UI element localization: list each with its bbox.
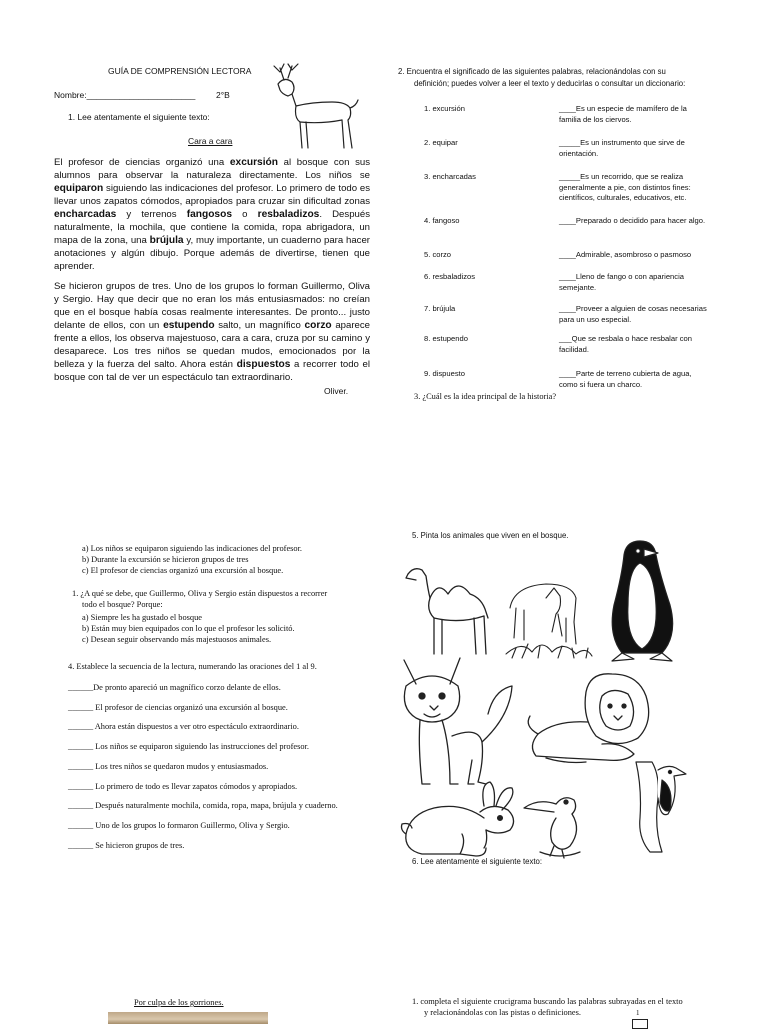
story-text: . Después naturalmente, la mochila, que contiene la comida, ropa abrigadora, un mapa de la zona, una <box>54 209 370 246</box>
vocab-definition[interactable]: ____Preparado o decidido para hacer algo. <box>559 216 706 225</box>
question-7-line-1: 1. completa el siguiente crucigrama buscando las palabras subrayadas en el texto <box>412 997 683 1006</box>
penguin-illustration <box>600 535 686 665</box>
story-text: a recorrer todo el bosque con tal de ver un espectáculo tan extraordinario. <box>54 359 370 383</box>
rabbit-illustration <box>400 778 524 860</box>
sequence-item[interactable]: ______ Después naturalmente mochila, comida, ropa, mapa, brújula y cuaderno. <box>68 801 338 811</box>
story-text: El profesor de ciencias organizó una <box>54 157 230 168</box>
worksheet-title: GUÍA DE COMPRENSIÓN LECTORA <box>108 66 252 76</box>
question-6: 6. Lee atentamente el siguiente texto: <box>412 857 543 866</box>
vocab-word: 3. encharcadas <box>424 172 476 181</box>
story-keyword: excursión <box>229 157 278 168</box>
vocab-word: 7. brújula <box>424 304 456 313</box>
story-keyword: corzo <box>304 320 332 331</box>
option-b2: b) Están muy bien equipados con lo que el profesor les solicitó. <box>82 624 295 633</box>
story-paragraph-1 <box>54 156 370 273</box>
vocab-word: 5. corzo <box>424 250 452 259</box>
story-text: Se hicieron grupos de tres. Uno de los grupos lo forman Guillermo, Oliva y Sergio. Hay que decir que no eran los más entusiasmados: no creían que en el bosque había cosas realmente interesantes. De pronto... justo delante de ellos, con un <box>54 281 370 331</box>
question-3: 3. ¿Cuál es la idea principal de la historia? <box>414 392 557 401</box>
story-text: y terrenos <box>116 209 187 220</box>
grade-label: 2°B <box>216 90 230 100</box>
question-2-line-2: definición; puedes volver a leer el texto y deducirlas o consultar un diccionario: <box>414 79 686 88</box>
vocab-word: 2. equipar <box>424 138 458 147</box>
vocab-word: 9. dispuesto <box>424 369 465 378</box>
crossword-cell[interactable] <box>632 1019 648 1029</box>
option-a3: c) El profesor de ciencias organizó una excursión al bosque. <box>82 566 284 575</box>
story-text: y, muy importante, un cuaderno para hacer anotaciones y algún dibujo. Porque además de divertirse, tienen que aprender. <box>54 235 370 272</box>
fawn-deer-illustration <box>502 578 594 662</box>
bottom-story-title: Por culpa de los gorriones. <box>134 998 224 1007</box>
sequence-item[interactable]: ______ El profesor de ciencias organizó una excursión al bosque. <box>68 702 288 712</box>
story-keyword: encharcadas <box>54 209 117 220</box>
story-title: Cara a cara <box>188 136 233 146</box>
vocab-definition[interactable]: ____Parte de terreno cubierta de agua, como si fuera un charco. <box>559 369 692 389</box>
story-text: o <box>232 209 258 220</box>
story-keyword: equiparon <box>54 183 104 194</box>
question-7-line-2: y relacionándolas con las pistas o definiciones. <box>424 1008 581 1017</box>
story-keyword: brújula <box>149 235 184 246</box>
deer-illustration <box>262 62 364 154</box>
vocab-definition[interactable]: _____Es un recorrido, que se realiza generalmente a pie, con distintos fines: científicos, culturales, educativos, etc. <box>559 172 691 203</box>
fox-illustration <box>398 656 516 792</box>
options-list-a <box>82 543 302 576</box>
story-keyword: resbaladizos <box>257 209 320 220</box>
story-text: al bosque con sus alumnos para observar la naturaleza directamente. Los niños se <box>54 157 370 181</box>
story-keyword: dispuestos <box>236 359 291 370</box>
sequence-item[interactable]: ______ Uno de los grupos lo formaron Guillermo, Oliva y Sergio. <box>68 820 290 830</box>
option-b3: c) Desean seguir observando más majestuosos animales. <box>82 635 272 644</box>
question-4: 4. Establece la secuencia de la lectura, numerando las oraciones del 1 al 9. <box>68 662 317 671</box>
vocab-word: 1. excursión <box>424 104 465 113</box>
question-2 <box>398 66 685 90</box>
option-b1: a) Siempre les ha gustado el bosque <box>82 613 203 622</box>
story-text: aparece frente a ellos, los observa majestuoso, cara a cara, cruza por su camino y desaparece. Los tres niños se quedan mudos, emocionados por la belleza y la fuerza del salto. Ahora están <box>54 320 371 370</box>
vocab-definition[interactable]: ____Lleno de fango o con apariencia semejante. <box>559 272 684 292</box>
story-keyword: fangosos <box>186 209 232 220</box>
toucan-illustration <box>520 790 586 860</box>
question-why-line-1: 1. ¿A qué se debe, que Guillermo, Oliva y Sergio están dispuestos a recorrer <box>72 589 328 598</box>
sequence-item[interactable]: ______ Los niños se equiparon siguiendo las instrucciones del profesor. <box>68 742 309 752</box>
question-1: 1. Lee atentamente el siguiente texto: <box>68 112 210 122</box>
vocab-definition[interactable]: ____Es un especie de mamífero de la familia de los ciervos. <box>559 104 687 124</box>
story-paragraph-2 <box>54 280 370 384</box>
story-text: salto, un magnífico <box>214 320 305 331</box>
vocab-definition[interactable]: _____Es un instrumento que sirve de orientación. <box>559 138 685 158</box>
story-keyword: estupendo <box>163 320 215 331</box>
sequence-item[interactable]: ______ Lo primero de todo es llevar zapatos cómodos y apropiados. <box>68 781 298 791</box>
story-author: Oliver. <box>324 386 349 396</box>
question-5: 5. Pinta los animales que viven en el bosque. <box>412 531 569 540</box>
sparrow-photo <box>108 1012 268 1024</box>
vocab-definition[interactable]: ___Que se resbala o hace resbalar con facilidad. <box>559 334 692 354</box>
sequence-item[interactable]: ______ Los tres niños se quedaron mudos y entusiasmados. <box>68 761 269 771</box>
question-2-line-1: 2. Encuentra el significado de las siguientes palabras, relacionándolas con su <box>398 67 666 76</box>
crossword-number: 1 <box>636 1009 640 1017</box>
camel-illustration <box>404 560 496 658</box>
vocab-word: 6. resbaladizos <box>424 272 476 281</box>
vocab-word: 4. fangoso <box>424 216 460 225</box>
sequence-item[interactable]: ______De pronto apareció un magnífico corzo delante de ellos. <box>68 683 281 692</box>
lion-illustration <box>526 672 658 772</box>
vocab-word: 8. estupendo <box>424 334 468 343</box>
question-why <box>72 588 327 610</box>
sequence-item[interactable]: ______ Se hicieron grupos de tres. <box>68 840 185 850</box>
options-list-b <box>82 612 295 645</box>
vocab-definition[interactable]: ____Admirable, asombroso o pasmoso <box>559 250 692 259</box>
story-text: siguiendo las indicaciones del profesor. Lo primero de todo es llevar unos zapatos cómodos, apropiados para cruzar sin dificultad zonas <box>54 183 370 207</box>
question-7 <box>412 996 683 1018</box>
vocab-definition[interactable]: ____Proveer a alguien de cosas necesarias para un uso especial. <box>559 304 707 324</box>
option-a1: a) Los niños se equiparon siguiendo las indicaciones del profesor. <box>82 544 303 553</box>
question-why-line-2: todo el bosque? Porque: <box>82 600 163 609</box>
option-a2: b) Durante la excursión se hicieron grupos de tres <box>82 555 249 564</box>
sequence-item[interactable]: ______ Ahora están dispuestos a ver otro espectáculo extraordinario. <box>68 722 299 732</box>
woodpecker-illustration <box>628 758 690 854</box>
name-field: Nombre:_______________________ <box>54 90 196 100</box>
